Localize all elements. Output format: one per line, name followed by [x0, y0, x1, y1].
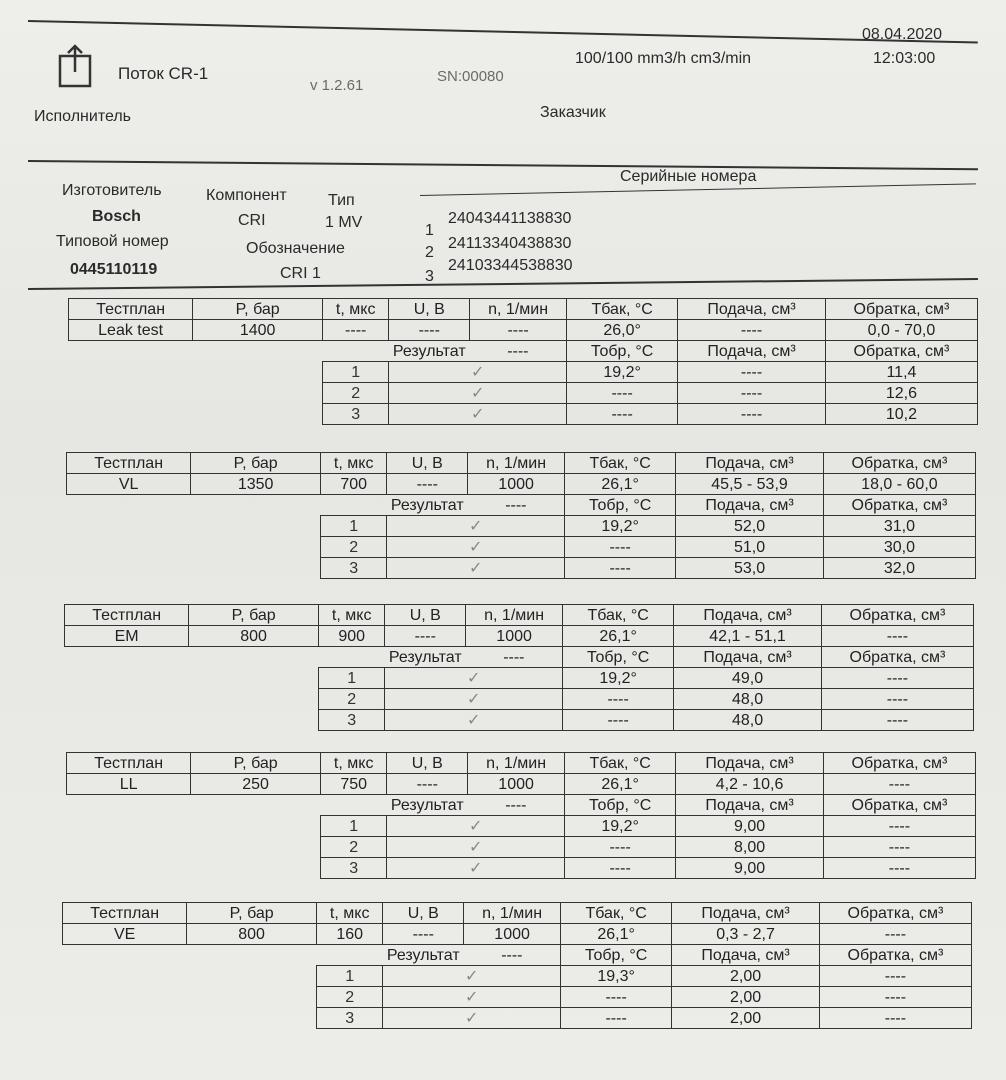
- spacer: [191, 537, 321, 558]
- customer-label: Заказчик: [540, 104, 606, 121]
- spacer: [187, 987, 317, 1008]
- check-icon: ✓: [383, 1008, 561, 1029]
- run-delivery: ----: [678, 362, 826, 383]
- return-temp-dash: ----: [567, 404, 678, 425]
- delivery-header: Подача, см³: [676, 453, 824, 474]
- spacer: [187, 966, 317, 987]
- return-temp-header: Тобр, °C: [561, 945, 672, 966]
- component-value: CRI: [238, 212, 266, 229]
- run-delivery: 9,00: [676, 858, 824, 879]
- run-delivery: 48,0: [674, 689, 822, 710]
- run-number: 1: [323, 362, 389, 383]
- test-table-ll: [66, 752, 976, 879]
- return-temp-dash: ----: [563, 689, 674, 710]
- run-return: ----: [821, 710, 973, 731]
- run-return: ----: [823, 816, 975, 837]
- tank-temp-header: Тбак, °C: [561, 903, 672, 924]
- return-range: 0,0 - 70,0: [825, 320, 977, 341]
- spacer: [65, 710, 189, 731]
- rpm-value: 1000: [468, 474, 565, 495]
- pressure-header: P, бар: [191, 453, 321, 474]
- rpm-header: n, 1/мин: [466, 605, 563, 626]
- return-range: ----: [819, 924, 971, 945]
- voltage-header: U, B: [387, 753, 468, 774]
- spacer: [67, 495, 191, 516]
- time-header: t, мкс: [317, 903, 383, 924]
- run-return: ----: [819, 987, 971, 1008]
- spacer: [69, 404, 193, 425]
- return-temp-dash: ----: [567, 383, 678, 404]
- voltage-header: U, B: [387, 453, 468, 474]
- pressure-value: 1350: [191, 474, 321, 495]
- time-value: 160: [317, 924, 383, 945]
- brand-label: Поток CR-1: [118, 64, 209, 83]
- rpm-header: n, 1/мин: [468, 453, 565, 474]
- check-icon: ✓: [389, 362, 567, 383]
- result-dash: ----: [505, 796, 527, 814]
- test-name: VE: [63, 924, 187, 945]
- spacer: [319, 647, 385, 668]
- pressure-value: 1400: [193, 320, 323, 341]
- type-value: 1 MV: [325, 214, 363, 231]
- rpm-value: 1000: [464, 924, 561, 945]
- spacer: [189, 668, 319, 689]
- app-logo-icon: [58, 44, 92, 88]
- return-temp-dash: ----: [561, 987, 672, 1008]
- pressure-header: P, бар: [189, 605, 319, 626]
- model-number-value: 0445110119: [70, 261, 158, 278]
- run-delivery: ----: [678, 404, 826, 425]
- test-table-vl: [66, 452, 976, 579]
- check-icon: ✓: [385, 710, 563, 731]
- spacer: [189, 689, 319, 710]
- spacer: [65, 647, 189, 668]
- run-number: 3: [323, 404, 389, 425]
- return-temp-value: 19,2°: [563, 668, 674, 689]
- rpm-header: n, 1/мин: [468, 753, 565, 774]
- check-icon: ✓: [385, 668, 563, 689]
- spacer: [321, 795, 387, 816]
- test-name: EM: [65, 626, 189, 647]
- spacer: [189, 647, 319, 668]
- check-icon: ✓: [383, 987, 561, 1008]
- testplan-header: Тестплан: [67, 753, 191, 774]
- delivery-header: Подача, см³: [678, 299, 826, 320]
- run-return: ----: [823, 858, 975, 879]
- pressure-value: 800: [189, 626, 319, 647]
- header-rule: [28, 160, 978, 170]
- pressure-header: P, бар: [191, 753, 321, 774]
- rpm-value: 1000: [468, 774, 565, 795]
- check-icon: ✓: [387, 858, 565, 879]
- delivery-range: 42,1 - 51,1: [674, 626, 822, 647]
- serial-row-3-value: 24103344538830: [448, 257, 573, 274]
- type-label: Тип: [328, 192, 355, 209]
- tank-temp-header: Тбак, °C: [565, 453, 676, 474]
- spacer: [69, 362, 193, 383]
- test-table-leak-test: [68, 298, 978, 425]
- time-header: t, мкс: [323, 299, 389, 320]
- rpm-header: n, 1/мин: [464, 903, 561, 924]
- delivery-header-2: Подача, см³: [678, 341, 826, 362]
- return-header: Обратка, см³: [825, 299, 977, 320]
- spacer: [67, 558, 191, 579]
- check-icon: ✓: [389, 404, 567, 425]
- spacer: [65, 689, 189, 710]
- spacer: [187, 945, 317, 966]
- run-return: ----: [821, 689, 973, 710]
- time-value: 750: [321, 774, 387, 795]
- time-header: t, мкс: [319, 605, 385, 626]
- result-dash: ----: [507, 342, 529, 360]
- spacer: [63, 945, 187, 966]
- return-range: ----: [823, 774, 975, 795]
- return-range: 18,0 - 60,0: [823, 474, 975, 495]
- spacer: [191, 816, 321, 837]
- delivery-header: Подача, см³: [672, 903, 820, 924]
- run-delivery: 9,00: [676, 816, 824, 837]
- run-return: ----: [823, 837, 975, 858]
- time-header: t, мкс: [321, 753, 387, 774]
- delivery-header: Подача, см³: [674, 605, 822, 626]
- test-table-ve: [62, 902, 972, 1029]
- run-number: 2: [323, 383, 389, 404]
- return-temp-value: 19,2°: [565, 816, 676, 837]
- spacer: [187, 1008, 317, 1029]
- return-header: Обратка, см³: [821, 605, 973, 626]
- return-header-2: Обратка, см³: [823, 795, 975, 816]
- tank-temp-header: Тбак, °C: [567, 299, 678, 320]
- return-temp-dash: ----: [561, 1008, 672, 1029]
- serials-label: Серийные номера: [620, 168, 757, 185]
- run-delivery: 53,0: [676, 558, 824, 579]
- spacer: [63, 987, 187, 1008]
- voltage-header: U, B: [385, 605, 466, 626]
- test-name: Leak test: [69, 320, 193, 341]
- check-icon: ✓: [387, 816, 565, 837]
- voltage-value: ----: [387, 774, 468, 795]
- delivery-header-2: Подача, см³: [676, 495, 824, 516]
- top-rule: [28, 20, 978, 44]
- delivery-range: ----: [678, 320, 826, 341]
- time-value: 700: [321, 474, 387, 495]
- check-icon: ✓: [385, 689, 563, 710]
- test-table-em: [64, 604, 974, 731]
- units-label: 100/100 mm3/h cm3/min: [575, 50, 752, 67]
- spacer: [193, 383, 323, 404]
- spacer: [69, 383, 193, 404]
- return-temp-value: 19,2°: [565, 516, 676, 537]
- testplan-header: Тестплан: [63, 903, 187, 924]
- voltage-value: ----: [383, 924, 464, 945]
- info-rule: [28, 278, 978, 290]
- report-time: 12:03:00: [873, 50, 936, 67]
- run-delivery: 8,00: [676, 837, 824, 858]
- time-value: 900: [319, 626, 385, 647]
- run-return: 31,0: [823, 516, 975, 537]
- delivery-range: 0,3 - 2,7: [672, 924, 820, 945]
- rpm-value: ----: [470, 320, 567, 341]
- run-number: 2: [321, 537, 387, 558]
- spacer: [67, 795, 191, 816]
- result-header: Результат: [392, 342, 466, 360]
- spacer: [193, 341, 323, 362]
- run-number: 1: [317, 966, 383, 987]
- delivery-header-2: Подача, см³: [672, 945, 820, 966]
- designation-value: CRI 1: [280, 265, 321, 282]
- spacer: [193, 362, 323, 383]
- serial-row-2-value: 24113340438830: [448, 235, 572, 252]
- voltage-value: ----: [389, 320, 470, 341]
- run-return: 30,0: [823, 537, 975, 558]
- result-dash: ----: [501, 946, 523, 964]
- return-header-2: Обратка, см³: [823, 495, 975, 516]
- test-name: VL: [67, 474, 191, 495]
- spacer: [65, 668, 189, 689]
- serial-label: SN:00080: [437, 68, 504, 85]
- pressure-value: 250: [191, 774, 321, 795]
- spacer: [317, 945, 383, 966]
- return-temp-dash: ----: [565, 858, 676, 879]
- tank-temp-header: Тбак, °C: [565, 753, 676, 774]
- return-header: Обратка, см³: [823, 753, 975, 774]
- report-date: 08.04.2020: [862, 26, 943, 43]
- run-number: 1: [321, 816, 387, 837]
- result-header: Результат: [390, 496, 464, 514]
- return-temp-header: Тобр, °C: [567, 341, 678, 362]
- return-temp-dash: ----: [563, 710, 674, 731]
- delivery-header-2: Подача, см³: [674, 647, 822, 668]
- run-delivery: 2,00: [672, 987, 820, 1008]
- run-return: ----: [819, 1008, 971, 1029]
- run-delivery: 51,0: [676, 537, 824, 558]
- testplan-header: Тестплан: [67, 453, 191, 474]
- check-icon: ✓: [387, 558, 565, 579]
- run-delivery: ----: [678, 383, 826, 404]
- run-return: 32,0: [823, 558, 975, 579]
- return-header-2: Обратка, см³: [825, 341, 977, 362]
- spacer: [321, 495, 387, 516]
- run-number: 2: [321, 837, 387, 858]
- pressure-header: P, бар: [187, 903, 317, 924]
- spacer: [67, 516, 191, 537]
- serial-row-1-num: 1: [425, 222, 434, 239]
- run-delivery: 52,0: [676, 516, 824, 537]
- component-label: Компонент: [206, 187, 287, 204]
- tank-temp-value: 26,1°: [563, 626, 674, 647]
- executor-label: Исполнитель: [34, 108, 132, 125]
- check-icon: ✓: [387, 516, 565, 537]
- spacer: [191, 795, 321, 816]
- manufacturer-value: Bosch: [92, 208, 141, 225]
- version-label: v 1.2.61: [310, 77, 364, 94]
- result-dash: ----: [503, 648, 525, 666]
- result-dash: ----: [505, 496, 527, 514]
- run-number: 3: [321, 558, 387, 579]
- run-return: 10,2: [825, 404, 977, 425]
- result-header: Результат: [390, 796, 464, 814]
- spacer: [63, 1008, 187, 1029]
- run-number: 1: [319, 668, 385, 689]
- run-return: ----: [821, 668, 973, 689]
- tank-temp-header: Тбак, °C: [563, 605, 674, 626]
- spacer: [67, 816, 191, 837]
- run-delivery: 2,00: [672, 1008, 820, 1029]
- run-return: 12,6: [825, 383, 977, 404]
- run-return: ----: [819, 966, 971, 987]
- serial-row-1-value: 24043441138830: [448, 210, 572, 227]
- return-range: ----: [821, 626, 973, 647]
- delivery-header: Подача, см³: [676, 753, 824, 774]
- test-name: LL: [67, 774, 191, 795]
- return-header-2: Обратка, см³: [819, 945, 971, 966]
- return-header: Обратка, см³: [823, 453, 975, 474]
- spacer: [191, 558, 321, 579]
- run-delivery: 48,0: [674, 710, 822, 731]
- return-header: Обратка, см³: [819, 903, 971, 924]
- result-header: Результат: [388, 648, 462, 666]
- spacer: [191, 837, 321, 858]
- run-number: 1: [321, 516, 387, 537]
- check-icon: ✓: [387, 837, 565, 858]
- run-number: 3: [317, 1008, 383, 1029]
- result-header: Результат: [386, 946, 460, 964]
- tank-temp-value: 26,0°: [567, 320, 678, 341]
- spacer: [67, 537, 191, 558]
- return-temp-value: 19,2°: [567, 362, 678, 383]
- spacer: [191, 495, 321, 516]
- check-icon: ✓: [387, 537, 565, 558]
- voltage-header: U, B: [383, 903, 464, 924]
- tank-temp-value: 26,1°: [561, 924, 672, 945]
- spacer: [191, 516, 321, 537]
- run-delivery: 49,0: [674, 668, 822, 689]
- return-temp-dash: ----: [565, 837, 676, 858]
- delivery-range: 45,5 - 53,9: [676, 474, 824, 495]
- run-number: 2: [319, 689, 385, 710]
- run-number: 2: [317, 987, 383, 1008]
- serial-row-2-num: 2: [425, 244, 434, 261]
- rpm-header: n, 1/мин: [470, 299, 567, 320]
- serial-row-3-num: 3: [425, 268, 434, 285]
- spacer: [323, 341, 389, 362]
- spacer: [63, 966, 187, 987]
- model-number-label: Типовой номер: [56, 233, 169, 250]
- return-temp-header: Тобр, °C: [565, 495, 676, 516]
- return-temp-dash: ----: [565, 537, 676, 558]
- time-header: t, мкс: [321, 453, 387, 474]
- run-delivery: 2,00: [672, 966, 820, 987]
- spacer: [67, 837, 191, 858]
- voltage-header: U, B: [389, 299, 470, 320]
- rpm-value: 1000: [466, 626, 563, 647]
- run-return: 11,4: [825, 362, 977, 383]
- return-temp-header: Тобр, °C: [565, 795, 676, 816]
- delivery-header-2: Подача, см³: [676, 795, 824, 816]
- return-temp-value: 19,3°: [561, 966, 672, 987]
- manufacturer-label: Изготовитель: [62, 182, 162, 199]
- time-value: ----: [323, 320, 389, 341]
- testplan-header: Тестплан: [65, 605, 189, 626]
- spacer: [193, 404, 323, 425]
- pressure-value: 800: [187, 924, 317, 945]
- check-icon: ✓: [389, 383, 567, 404]
- spacer: [189, 710, 319, 731]
- pressure-header: P, бар: [193, 299, 323, 320]
- check-icon: ✓: [383, 966, 561, 987]
- voltage-value: ----: [387, 474, 468, 495]
- run-number: 3: [321, 858, 387, 879]
- return-temp-header: Тобр, °C: [563, 647, 674, 668]
- designation-label: Обозначение: [246, 240, 345, 257]
- return-temp-dash: ----: [565, 558, 676, 579]
- tank-temp-value: 26,1°: [565, 774, 676, 795]
- testplan-header: Тестплан: [69, 299, 193, 320]
- spacer: [69, 341, 193, 362]
- return-header-2: Обратка, см³: [821, 647, 973, 668]
- delivery-range: 4,2 - 10,6: [676, 774, 824, 795]
- tank-temp-value: 26,1°: [565, 474, 676, 495]
- spacer: [67, 858, 191, 879]
- voltage-value: ----: [385, 626, 466, 647]
- run-number: 3: [319, 710, 385, 731]
- spacer: [191, 858, 321, 879]
